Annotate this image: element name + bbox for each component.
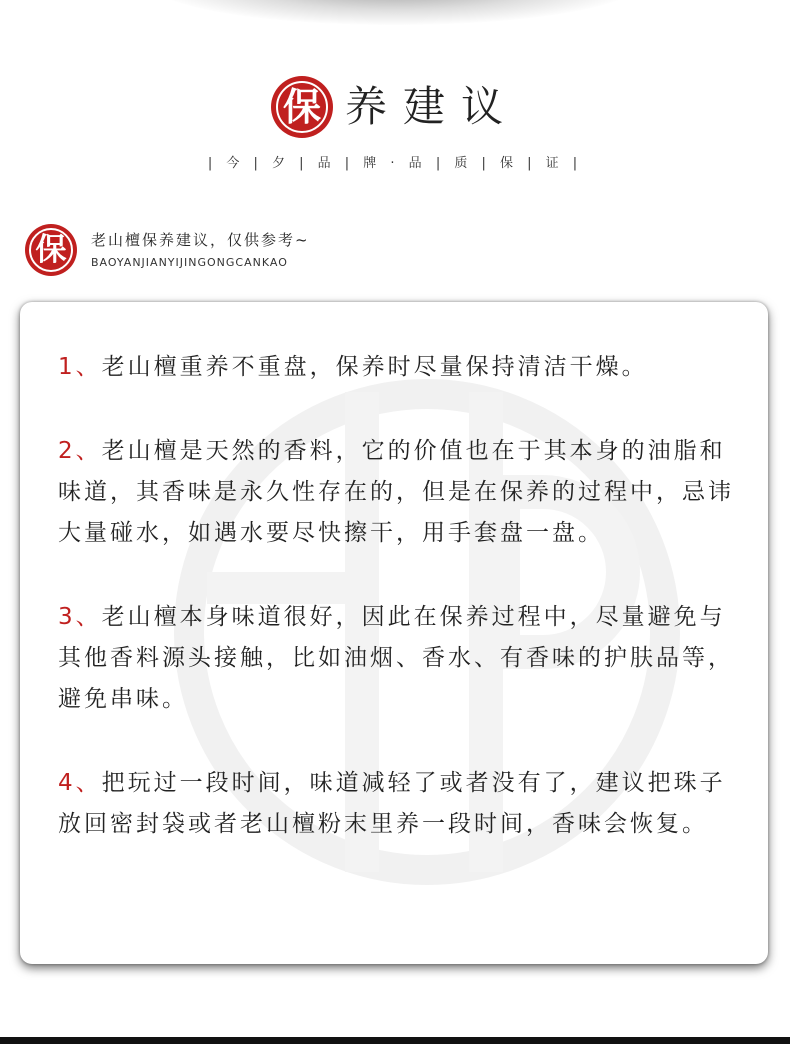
section-pinyin: BAOYANJIANYIJINGONGCANKAO xyxy=(91,256,288,269)
tip-item-1 xyxy=(58,347,738,388)
tip-text: 老山檀本身味道很好，因此在保养过程中，尽量避免与其他香料源头接触，比如油烟、香水、有香味的护肤品等，避免串味。 xyxy=(58,604,734,712)
tip-number: 4、 xyxy=(58,770,102,796)
seal-icon xyxy=(271,76,333,138)
tips-card xyxy=(20,302,768,964)
page-title xyxy=(0,72,790,142)
tip-text: 把玩过一段时间，味道减轻了或者没有了，建议把珠子放回密封袋或者老山檀粉末里养一段时间，香味会恢复。 xyxy=(58,770,726,837)
tip-text: 老山檀重养不重盘，保养时尽量保持清洁干燥。 xyxy=(101,354,648,380)
tip-item-4 xyxy=(58,763,738,845)
tip-number: 1、 xyxy=(58,354,102,380)
top-decorative-shadow xyxy=(150,0,640,25)
title-text: 养建议 xyxy=(344,82,519,131)
tip-text: 老山檀是天然的香料，它的价值也在于其本身的油脂和味道，其香味是永久性存在的，但是在保养的过程中，忌讳大量碰水，如遇水要尽快擦干，用手套盘一盘。 xyxy=(58,438,734,546)
brand-slogan: | 今 | 夕 | 品 | 牌 · 品 | 质 | 保 | 证 | xyxy=(207,156,583,171)
tips-list xyxy=(58,347,738,888)
small-seal-char: 保 xyxy=(35,231,67,268)
tip-item-3 xyxy=(58,597,738,720)
section-header xyxy=(25,224,310,276)
tip-number: 2、 xyxy=(58,438,102,464)
section-title: 老山檀保养建议，仅供参考~ xyxy=(91,231,310,249)
section-header-text xyxy=(91,230,310,270)
seal-char: 保 xyxy=(282,84,321,129)
bottom-divider xyxy=(0,1037,790,1044)
tip-number: 3、 xyxy=(58,604,102,630)
tip-item-2 xyxy=(58,431,738,554)
small-seal-icon xyxy=(25,224,77,276)
